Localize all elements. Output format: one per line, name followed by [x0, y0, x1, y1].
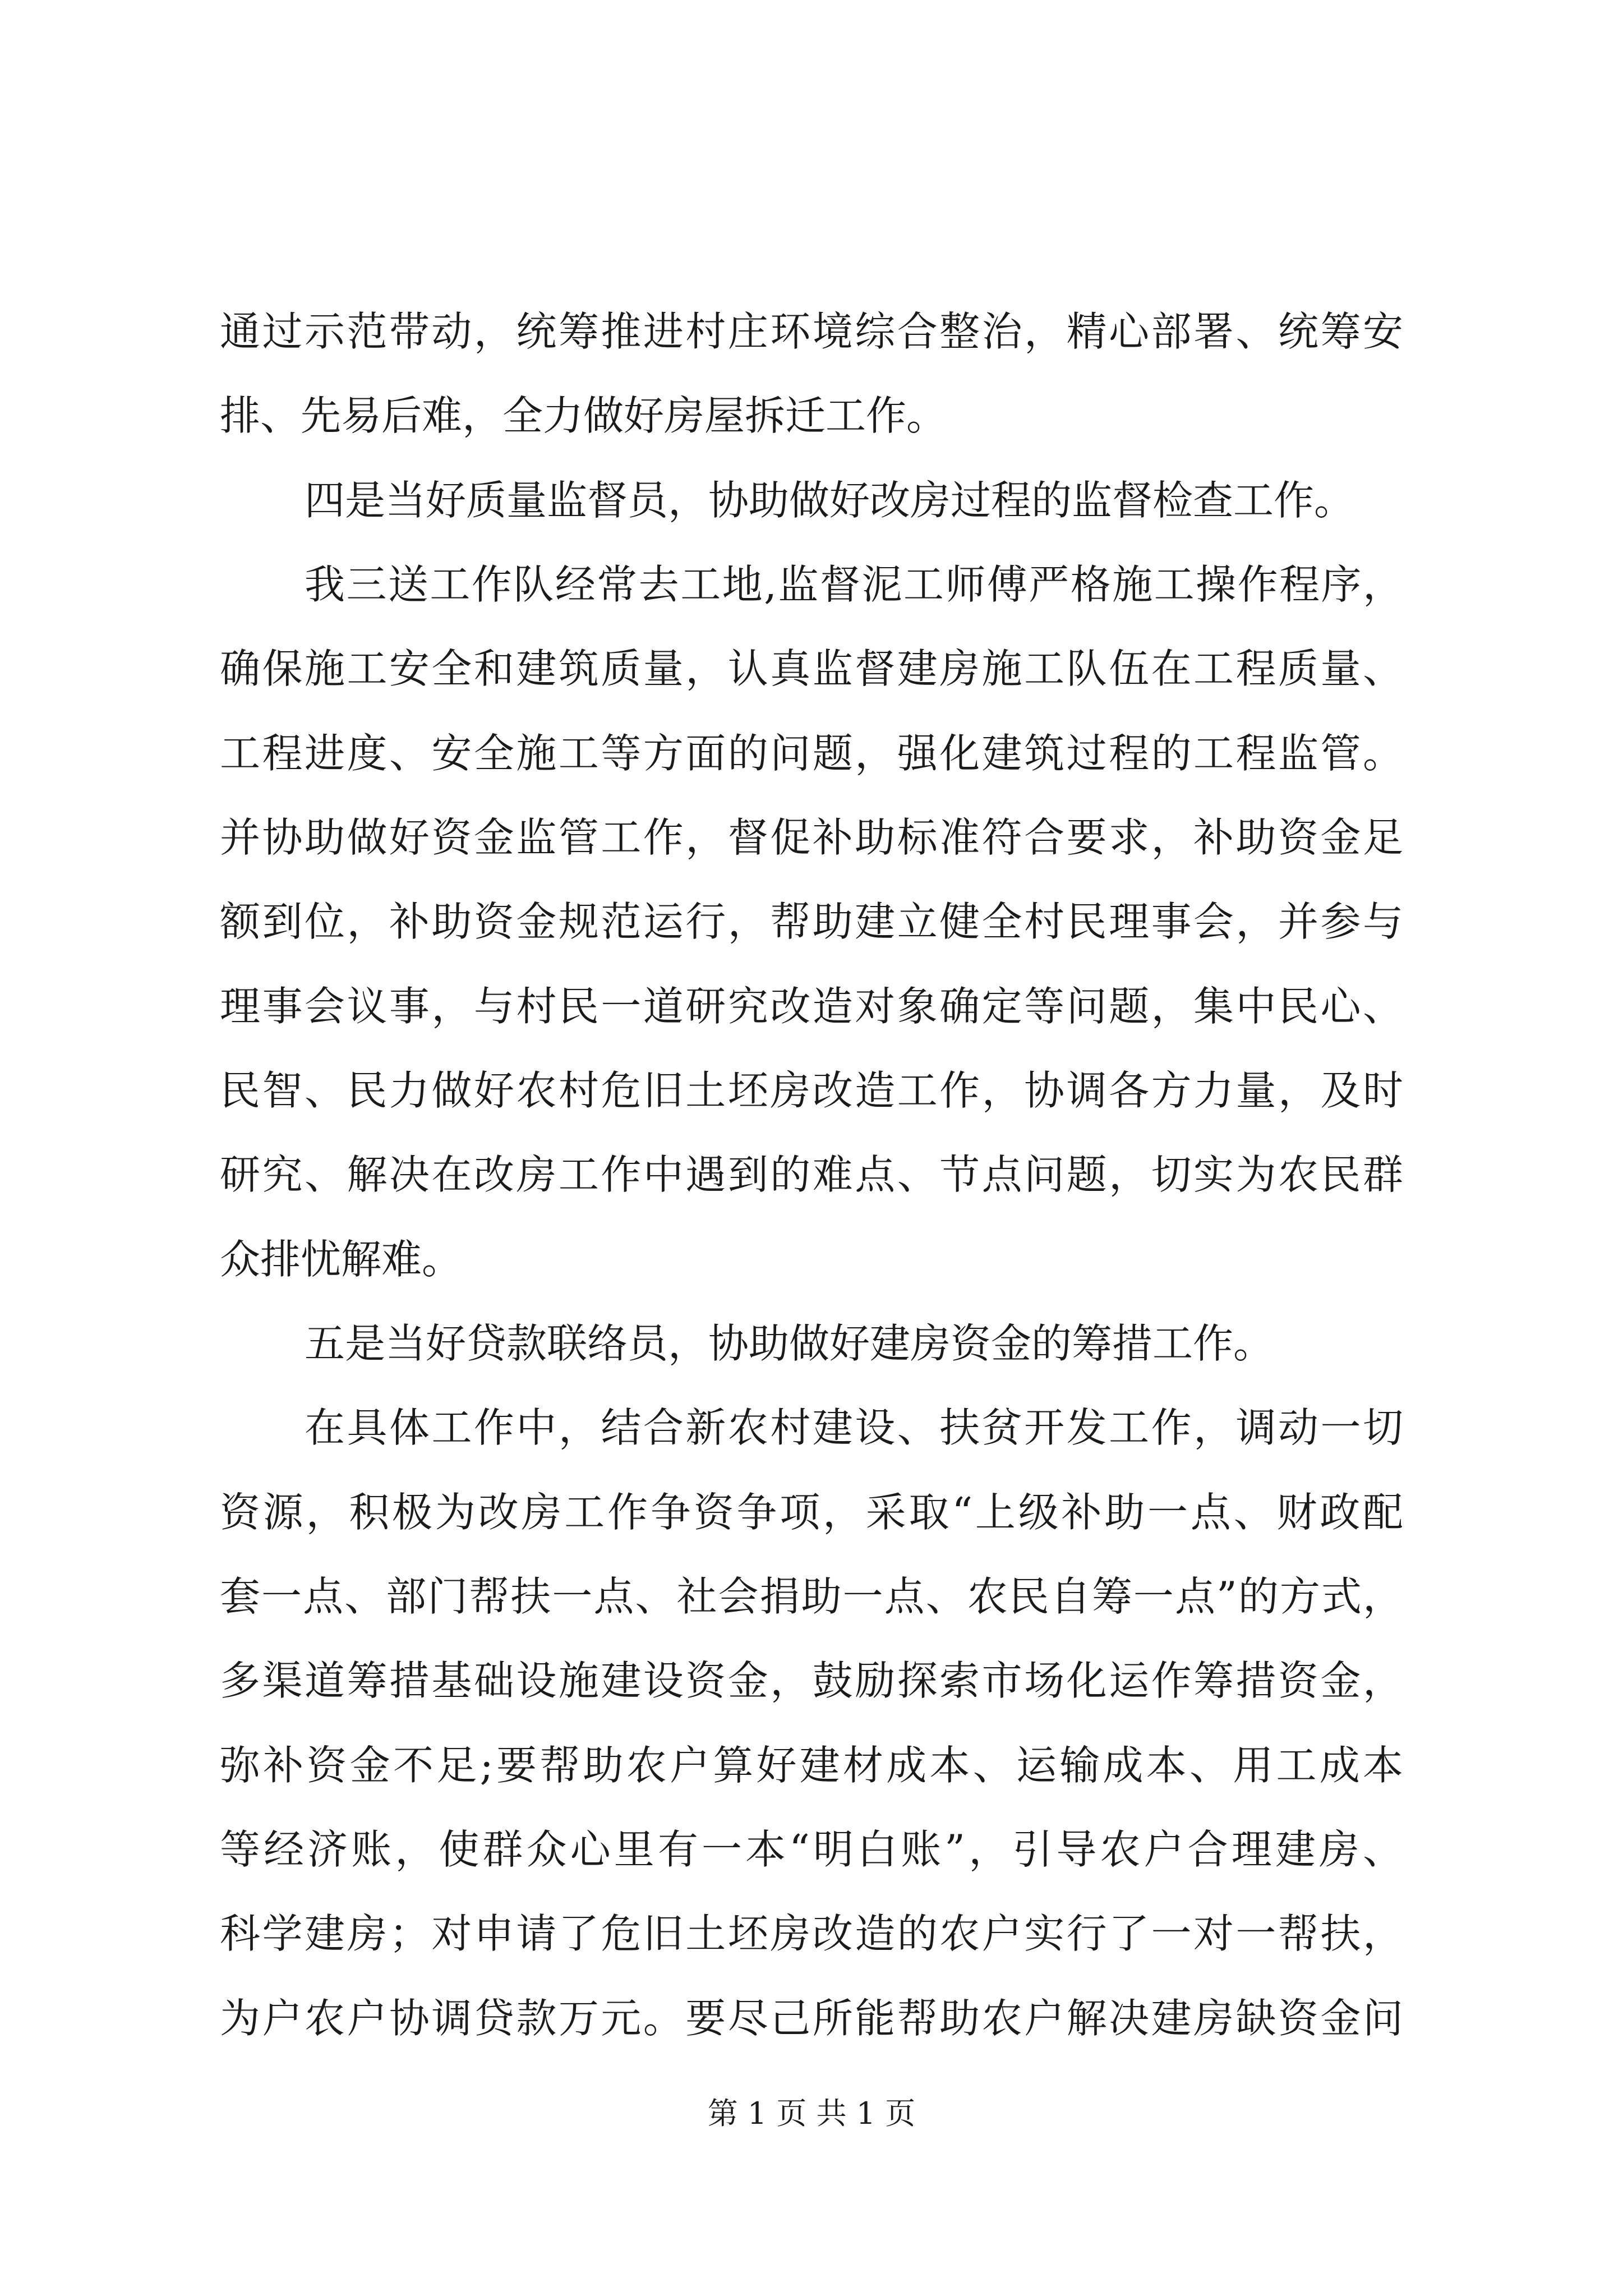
text-line: 多渠道筹措基础设施建设资金，鼓励探索市场化运作筹措资金，	[220, 1657, 1403, 1704]
page-footer: 第 1 页 共 1 页	[707, 2096, 916, 2131]
text-line: 众排忧解难。	[220, 1236, 463, 1283]
text-line: 为户农户协调贷款万元。要尽己所能帮助农户解决建房缺资金问	[220, 1995, 1403, 2042]
text-line: 民智、民力做好农村危旧土坯房改造工作，协调各方力量，及时	[220, 1067, 1403, 1114]
text-line: 额到位，补助资金规范运行，帮助建立健全村民理事会，并参与	[220, 898, 1403, 945]
section-heading: 五是当好贷款联络员，协助做好建房资金的筹措工作。	[305, 1320, 1274, 1367]
text-line: 科学建房；对申请了危旧土坯房改造的农户实行了一对一帮扶，	[220, 1910, 1403, 1957]
text-line: 理事会议事，与村民一道研究改造对象确定等问题，集中民心、	[220, 983, 1403, 1030]
text-line: 并协助做好资金监管工作，督促补助标准符合要求，补助资金足	[220, 814, 1403, 861]
text-line: 排、先易后难，全力做好房屋拆迁工作。	[220, 392, 947, 439]
text-line: 工程进度、安全施工等方面的问题，强化建筑过程的工程监管。	[220, 730, 1403, 777]
text-line: 套一点、部门帮扶一点、社会捐助一点、农民自筹一点”的方式，	[220, 1573, 1403, 1620]
section-heading: 四是当好质量监督员，协助做好改房过程的监督检查工作。	[305, 477, 1355, 524]
text-line: 资源，积极为改房工作争资争项，采取“上级补助一点、财政配	[220, 1489, 1403, 1536]
text-line: 通过示范带动，统筹推进村庄环境综合整治，精心部署、统筹安	[220, 308, 1403, 355]
text-line: 等经济账，使群众心里有一本“明白账”，引导农户合理建房、	[220, 1826, 1403, 1873]
text-line: 弥补资金不足;要帮助农户算好建材成本、运输成本、用工成本	[220, 1742, 1403, 1789]
text-line: 确保施工安全和建筑质量，认真监督建房施工队伍在工程质量、	[220, 645, 1403, 692]
text-line: 在具体工作中，结合新农村建设、扶贫开发工作，调动一切	[305, 1404, 1403, 1451]
text-line: 研究、解决在改房工作中遇到的难点、节点问题，切实为农民群	[220, 1151, 1403, 1198]
text-line: 我三送工作队经常去工地,监督泥工师傅严格施工操作程序，	[305, 561, 1403, 608]
